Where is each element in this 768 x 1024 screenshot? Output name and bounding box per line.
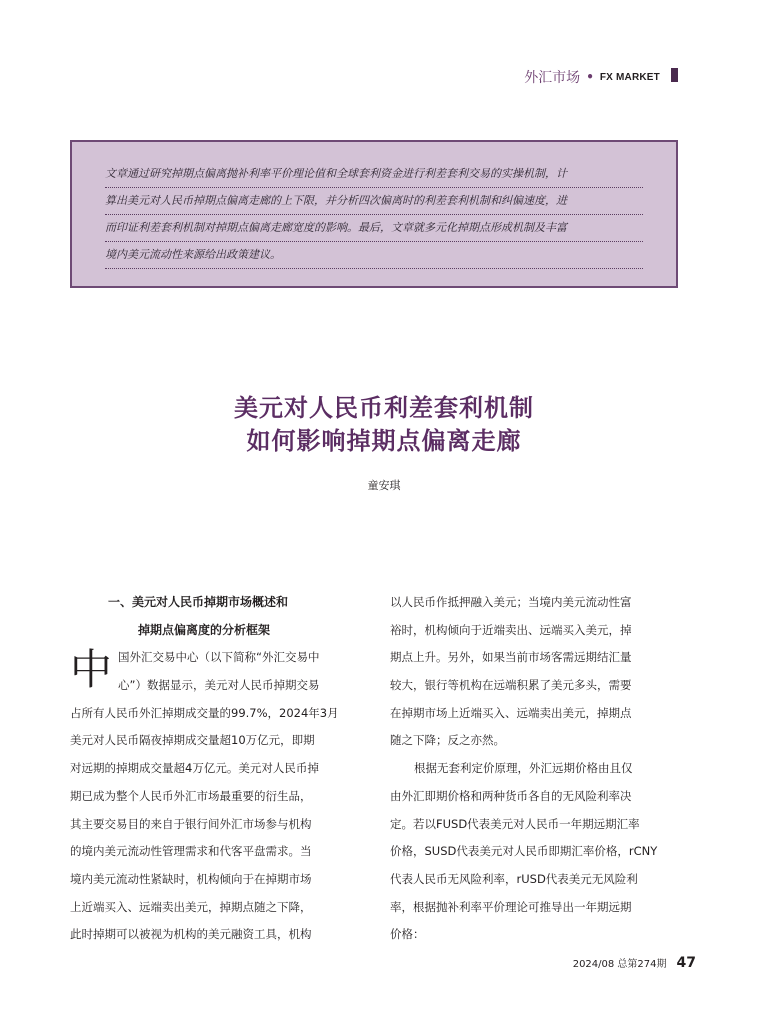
body-line: 期已成为整个人民币外汇市场最重要的衍生品，	[70, 788, 312, 803]
header-block-mark	[671, 68, 678, 82]
body-line: 的境内美元流动性管理需求和代客平盘需求。当	[70, 844, 312, 859]
abstract-line: 而印证利差套利机制对掉期点偏离走廊宽度的影响。最后，文章就多元化掉期点形成机制及丰富	[105, 215, 643, 242]
body-line: 由外汇即期价格和两种货币各自的无风险利率决	[390, 788, 632, 803]
abstract-line: 文章通过研究掉期点偏离抛补利率平价理论值和全球套利资金进行利差套利交易的实操机制，计	[105, 161, 643, 188]
running-header	[524, 67, 680, 87]
page-number: 47	[676, 955, 696, 971]
body-line: 对远期的掉期成交量超4万亿元。美元对人民币掉	[70, 761, 319, 776]
body-line: 此时掉期可以被视为机构的美元融资工具，机构	[70, 927, 312, 942]
body-line: 心”）数据显示，美元对人民币掉期交易	[118, 678, 320, 693]
body-line: 在掉期市场上近端买入、远端卖出美元，掉期点	[390, 705, 632, 720]
abstract-box	[70, 140, 678, 288]
article-title	[0, 392, 768, 458]
body-line: 美元对人民币隔夜掉期成交量超10万亿元，即期	[70, 733, 315, 748]
body-line: 上近端买入、远端卖出美元，掉期点随之下降，	[70, 899, 312, 914]
body-line: 率，根据抛补利率平价理论可推导出一年期远期	[390, 899, 632, 914]
left-column	[70, 589, 370, 949]
section-heading-line-1: 一、美元对人民币掉期市场概述和	[108, 595, 289, 609]
body-line: 随之下降；反之亦然。	[390, 733, 505, 748]
page-footer	[573, 955, 696, 971]
body-line: 价格，SUSD代表美元对人民币即期汇率价格，rCNY	[390, 844, 658, 859]
abstract-line: 算出美元对人民币掉期点偏离走廊的上下限，并分析四次偏离时的利差套利机制和纠偏速度，进	[105, 188, 643, 215]
body-line: 根据无套利定价原理，外汇远期价格由且仅	[414, 761, 633, 776]
issue-info: 2024/08 总第274期	[572, 959, 667, 970]
drop-cap: 中	[70, 645, 113, 694]
title-line-1: 美元对人民币利差套利机制	[234, 394, 534, 422]
body-line: 其主要交易目的来自于银行间外汇市场参与机构	[70, 816, 312, 831]
body-line: 境内美元流动性紧缺时，机构倾向于在掉期市场	[70, 871, 312, 886]
body-line: 代表人民币无风险利率，rUSD代表美元无风险利	[390, 871, 638, 886]
body-line: 以人民币作抵押融入美元；当境内美元流动性富	[390, 595, 632, 609]
body-line: 较大，银行等机构在远端积累了美元多头，需要	[390, 678, 632, 693]
title-line-2: 如何影响掉期点偏离走廊	[246, 427, 522, 455]
section-heading-line-2: 掉期点偏离度的分析框架	[138, 622, 271, 637]
section-name-en: FX MARKET	[599, 71, 660, 83]
right-column	[390, 589, 690, 949]
header-separator: •	[586, 70, 594, 84]
abstract-line: 境内美元流动性来源给出政策建议。	[105, 242, 643, 269]
body-line: 定。若以FUSD代表美元对人民币一年期远期汇率	[390, 816, 640, 831]
body-line: 国外汇交易中心（以下简称“外汇交易中	[118, 650, 320, 665]
author-name: 童安琪	[367, 479, 401, 492]
body-line: 价格：	[390, 927, 425, 942]
section-name-cn: 外汇市场	[524, 70, 581, 86]
body-line: 占所有人民币外汇掉期成交量的99.7%，2024年3月	[70, 705, 339, 720]
body-line: 裕时，机构倾向于近端卖出、远端买入美元，掉	[390, 622, 632, 637]
body-line: 期点上升。另外，如果当前市场客需远期结汇量	[390, 650, 632, 665]
